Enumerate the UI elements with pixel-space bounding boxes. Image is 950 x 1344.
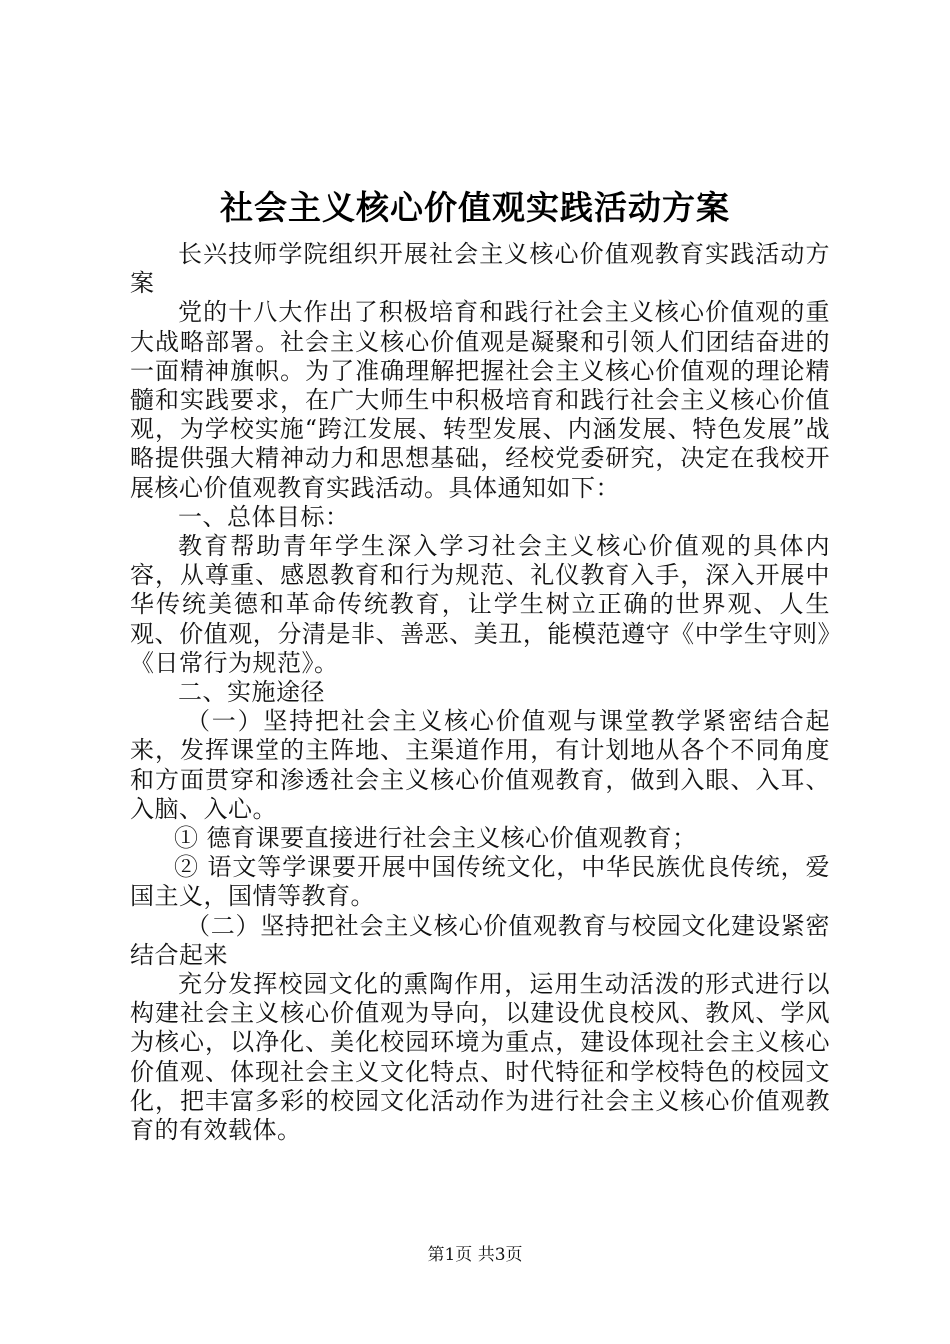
paragraph-item-2: （二）坚持把社会主义核心价值观教育与校园文化建设紧密结合起来 — [130, 911, 830, 969]
document-body — [130, 240, 830, 1145]
document-title: 社会主义核心价值观实践活动方案 — [220, 188, 730, 227]
paragraph-campus-culture: 充分发挥校园文化的熏陶作用，运用生动活泼的形式进行以构建社会主义核心价值观为导向，以建设优良校风、教风、学风为核心，以净化、美化校园环境为重点，建设体现社会主义核心价值观、体现社会主义文化特点、时代特征和学校特色的校园文化，把丰富多彩的校园文化活动作为进行社会主义核心价值观教育的有效载体。 — [130, 970, 830, 1145]
page-footer: 第1页 共3页 — [427, 1245, 523, 1265]
heading-implementation: 二、实施途径 — [178, 678, 325, 707]
heading-overall-goal: 一、总体目标： — [178, 502, 350, 531]
paragraph-intro: 党的十八大作出了积极培育和践行社会主义核心价值观的重大战略部署。社会主义核心价值观是凝聚和引领人们团结奋进的一面精神旗帜。为了准确理解把握社会主义核心价值观的理论精髓和实践要求，在广大师生中积极培育和践行社会主义核心价值观，为学校实施“跨江发展、转型发展、内涵发展、特色发展”战略提供强大精神动力和思想基础，经校党委研究，决定在我校开展核心价值观教育实践活动。具体通知如下： — [130, 298, 830, 502]
paragraph-item-1: （一）坚持把社会主义核心价值观与课堂教学紧密结合起来，发挥课堂的主阵地、主渠道作用，有计划地从各个不同角度和方面贯穿和渗透社会主义核心价值观教育，做到入眼、入耳、入脑、入心。 — [130, 707, 830, 823]
paragraph-goal: 教育帮助青年学生深入学习社会主义核心价值观的具体内容，从尊重、感恩教育和行为规范、礼仪教育入手，深入开展中华传统美德和革命传统教育，让学生树立正确的世界观、人生观、价值观，分清是非、善恶、美丑，能模范遵守《中学生守则》《日常行为规范》。 — [130, 532, 830, 677]
paragraph-sub-1: ① 德育课要直接进行社会主义核心价值观教育； — [174, 824, 697, 853]
paragraph-subtitle: 长兴技师学院组织开展社会主义核心价值观教育实践活动方案 — [130, 240, 830, 298]
paragraph-sub-2: ② 语文等学课要开展中国传统文化，中华民族优良传统，爱国主义，国情等教育。 — [130, 853, 830, 911]
